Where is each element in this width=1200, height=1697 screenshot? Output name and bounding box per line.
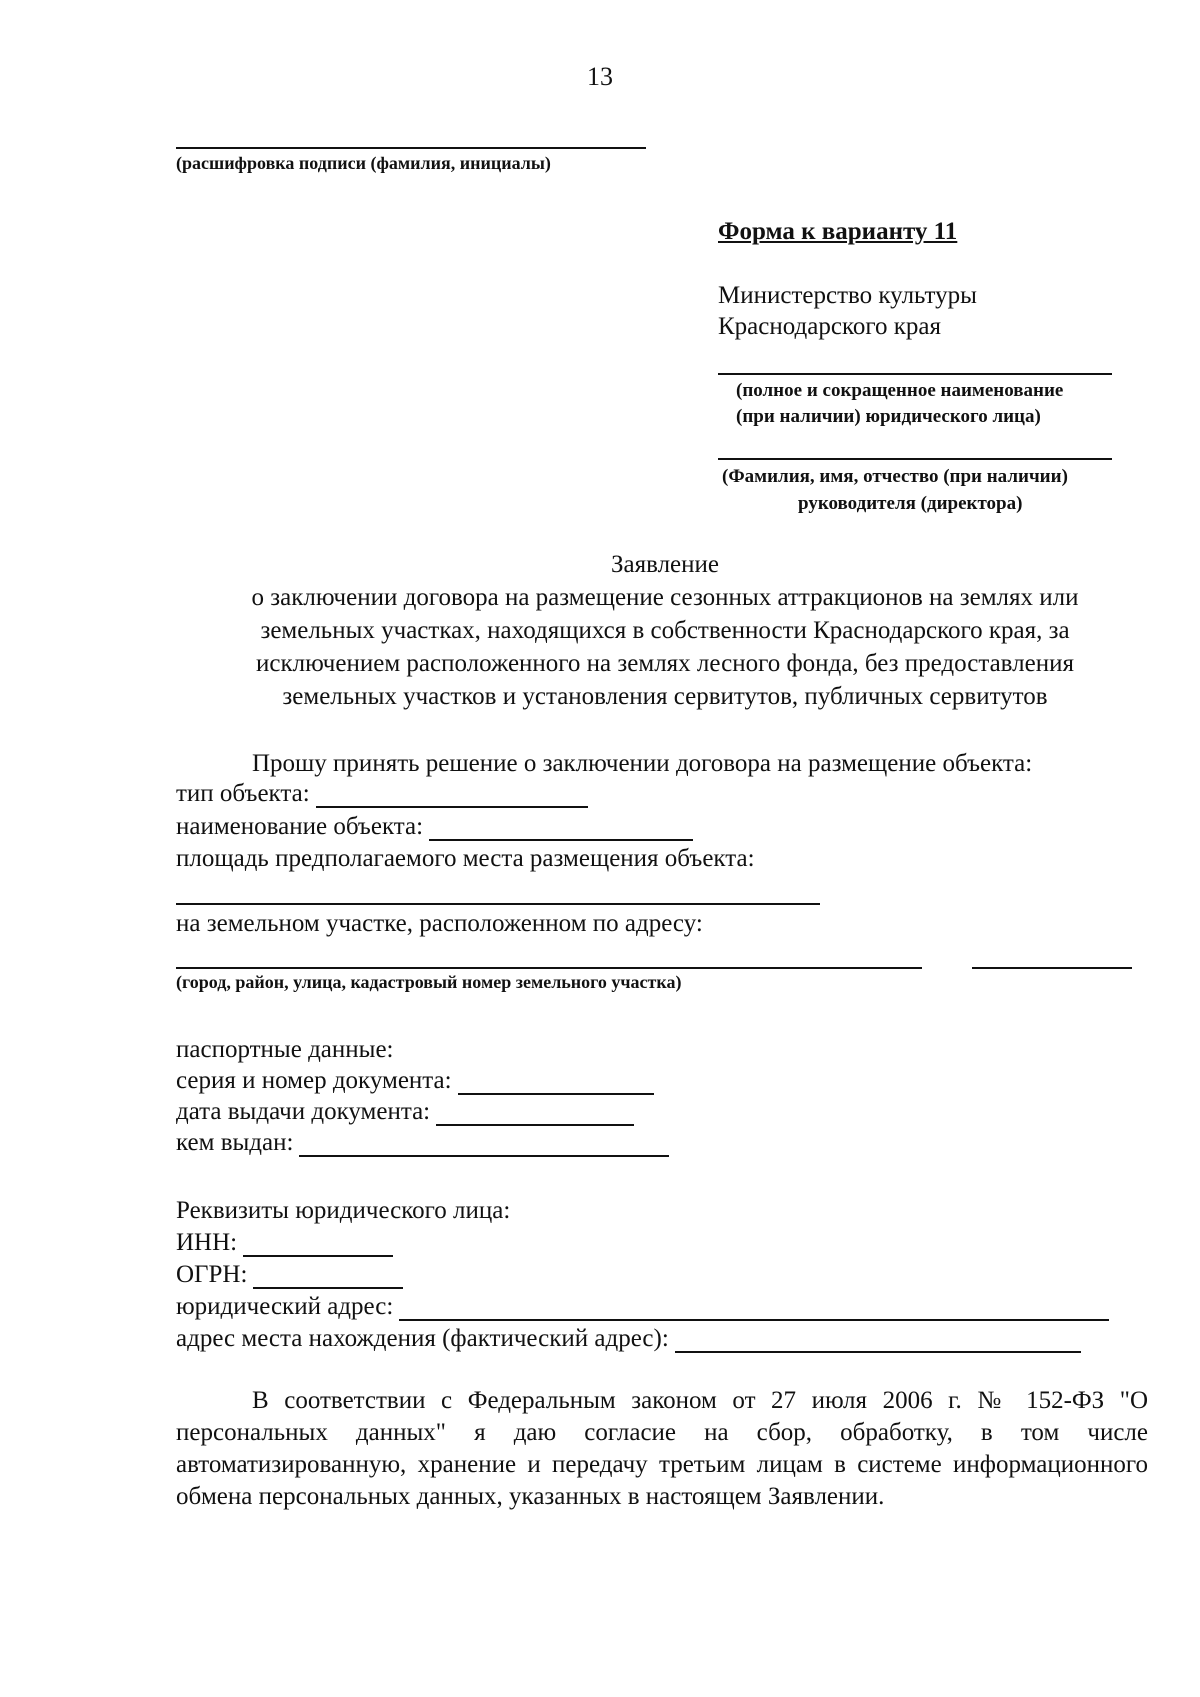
ogrn-blank[interactable] (253, 1265, 403, 1289)
ogrn-field[interactable] (176, 1261, 403, 1289)
object-name-field[interactable] (176, 813, 693, 841)
address-blank-1[interactable] (176, 967, 922, 969)
legal-address-field[interactable] (176, 1293, 1109, 1321)
legal-entity-name-line (718, 373, 1112, 375)
object-type-blank[interactable] (316, 784, 588, 808)
ogrn-label: ОГРН: (176, 1261, 248, 1288)
statement-heading: Заявление (610, 551, 720, 578)
issue-date-label: дата выдачи документа: (176, 1098, 431, 1125)
series-number-label: серия и номер документа: (176, 1067, 452, 1094)
addressee-line-2: Краснодарского края (718, 313, 941, 340)
area-blank[interactable] (176, 903, 820, 905)
legal-entity-caption-1: (полное и сокращенное наименование (736, 380, 1064, 401)
address-blank-2[interactable] (972, 967, 1132, 969)
legal-entity-heading: Реквизиты юридического лица: (176, 1197, 511, 1224)
statement-subtitle-line-4: земельных участков и установления сервитутов, публичных сервитутов (282, 683, 1048, 710)
object-name-label: наименование объекта: (176, 813, 424, 840)
actual-address-label: адрес места нахождения (фактический адрес): (176, 1325, 669, 1352)
actual-address-blank[interactable] (675, 1329, 1081, 1353)
issued-by-blank[interactable] (299, 1133, 669, 1157)
signature-line (176, 147, 646, 149)
director-caption-2: руководителя (директора) (798, 493, 1023, 514)
inn-field[interactable] (176, 1229, 393, 1257)
issued-by-field[interactable] (176, 1129, 669, 1157)
director-name-line (718, 458, 1112, 460)
statement-subtitle-line-1: о заключении договора на размещение сезонных аттракционов на землях или (251, 584, 1079, 611)
consent-paragraph: В соответствии с Федеральным законом от 27 июля 2006 г. № 152-ФЗ "О персональных данных" я даю согласие на сбор, обработку, в том числе автоматизированную, хранение и передачу третьим лицам в системе информационного обмена персональных данных, указанных в настоящем Заявлении. (176, 1387, 1148, 1510)
series-number-blank[interactable] (458, 1071, 654, 1095)
legal-entity-caption-2: (при наличии) юридического лица) (736, 406, 1041, 427)
object-name-blank[interactable] (429, 817, 693, 841)
legal-address-blank[interactable] (399, 1297, 1109, 1321)
issue-date-blank[interactable] (436, 1102, 634, 1126)
inn-label: ИНН: (176, 1229, 238, 1256)
issued-by-label: кем выдан: (176, 1129, 294, 1156)
address-label: на земельном участке, расположенном по адресу: (176, 910, 703, 937)
object-type-label: тип объекта: (176, 780, 310, 807)
object-type-field[interactable] (176, 780, 588, 808)
addressee-line-1: Министерство культуры (718, 282, 977, 309)
request-intro: Прошу принять решение о заключении договора на размещение объекта: (252, 750, 1033, 777)
area-label: площадь предполагаемого места размещения объекта: (176, 845, 755, 872)
statement-subtitle-line-3: исключением расположенного на землях лесного фонда, без предоставления (255, 650, 1074, 677)
statement-subtitle-line-2: земельных участках, находящихся в собственности Краснодарского края, за (260, 617, 1070, 644)
legal-address-label: юридический адрес: (176, 1293, 394, 1320)
series-number-field[interactable] (176, 1067, 654, 1095)
inn-blank[interactable] (243, 1233, 393, 1257)
director-caption-1: (Фамилия, имя, отчество (при наличии) (722, 466, 1068, 487)
passport-heading: паспортные данные: (176, 1036, 394, 1063)
page-number: 13 (587, 62, 613, 91)
form-title: Форма к варианту 11 (718, 218, 958, 245)
actual-address-field[interactable] (176, 1325, 1081, 1353)
signature-caption: (расшифровка подписи (фамилия, инициалы) (176, 153, 551, 173)
address-caption: (город, район, улица, кадастровый номер земельного участка) (176, 972, 682, 992)
issue-date-field[interactable] (176, 1098, 634, 1126)
